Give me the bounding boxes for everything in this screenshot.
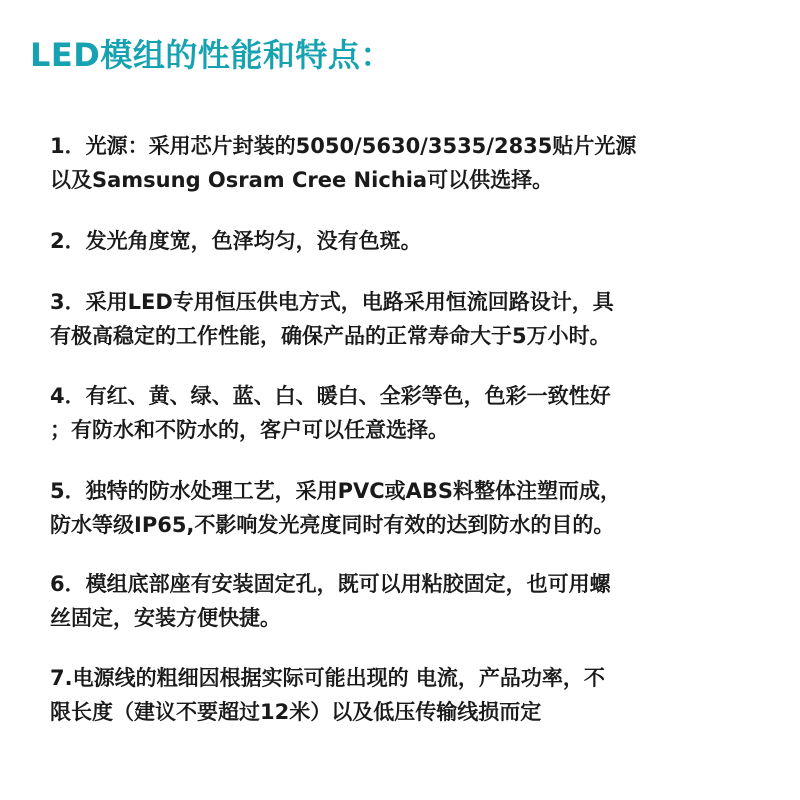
feature-item-2 xyxy=(50,224,770,258)
feature-item-7 xyxy=(50,661,770,729)
feature-item-3-line-2: 有极高稳定的工作性能，确保产品的正常寿命大于5万小时。 xyxy=(50,324,611,348)
feature-item-4-line-2: ；有防水和不防水的，客户可以任意选择。 xyxy=(50,418,449,442)
feature-item-1 xyxy=(50,129,770,197)
feature-item-6-line-1: 6．模组底部座有安装固定孔，既可以用粘胶固定，也可用螺 xyxy=(50,572,611,596)
feature-item-1-line-1: 1．光源：采用芯片封装的5050/5630/3535/2835贴片光源 xyxy=(50,134,637,158)
feature-item-1-line-2: 以及Samsung Osram Cree Nichia可以供选择。 xyxy=(50,168,554,192)
feature-item-6 xyxy=(50,567,770,635)
feature-item-2-line-1: 2．发光角度宽，色泽均匀，没有色斑。 xyxy=(50,229,422,253)
feature-item-6-line-2: 丝固定，安装方便快捷。 xyxy=(50,606,281,630)
page-title: LED模组的性能和特点： xyxy=(30,36,393,74)
feature-item-3 xyxy=(50,285,770,353)
feature-item-5-line-1: 5．独特的防水处理工艺，采用PVC或ABS料整体注塑而成， xyxy=(50,479,622,503)
feature-item-5 xyxy=(50,474,770,542)
feature-item-7-line-1: 7.电源线的粗细因根据实际可能出现的 电流，产品功率，不 xyxy=(50,666,605,690)
feature-item-4 xyxy=(50,379,770,447)
feature-item-7-line-2: 限长度（建议不要超过12米）以及低压传输线损而定 xyxy=(50,700,542,724)
feature-item-4-line-1: 4．有红、黄、绿、蓝、白、暖白、全彩等色，色彩一致性好 xyxy=(50,384,611,408)
feature-item-3-line-1: 3．采用LED专用恒压供电方式，电路采用恒流回路设计，具 xyxy=(50,290,614,314)
feature-item-5-line-2: 防水等级IP65,不影响发光亮度同时有效的达到防水的目的。 xyxy=(50,513,615,537)
